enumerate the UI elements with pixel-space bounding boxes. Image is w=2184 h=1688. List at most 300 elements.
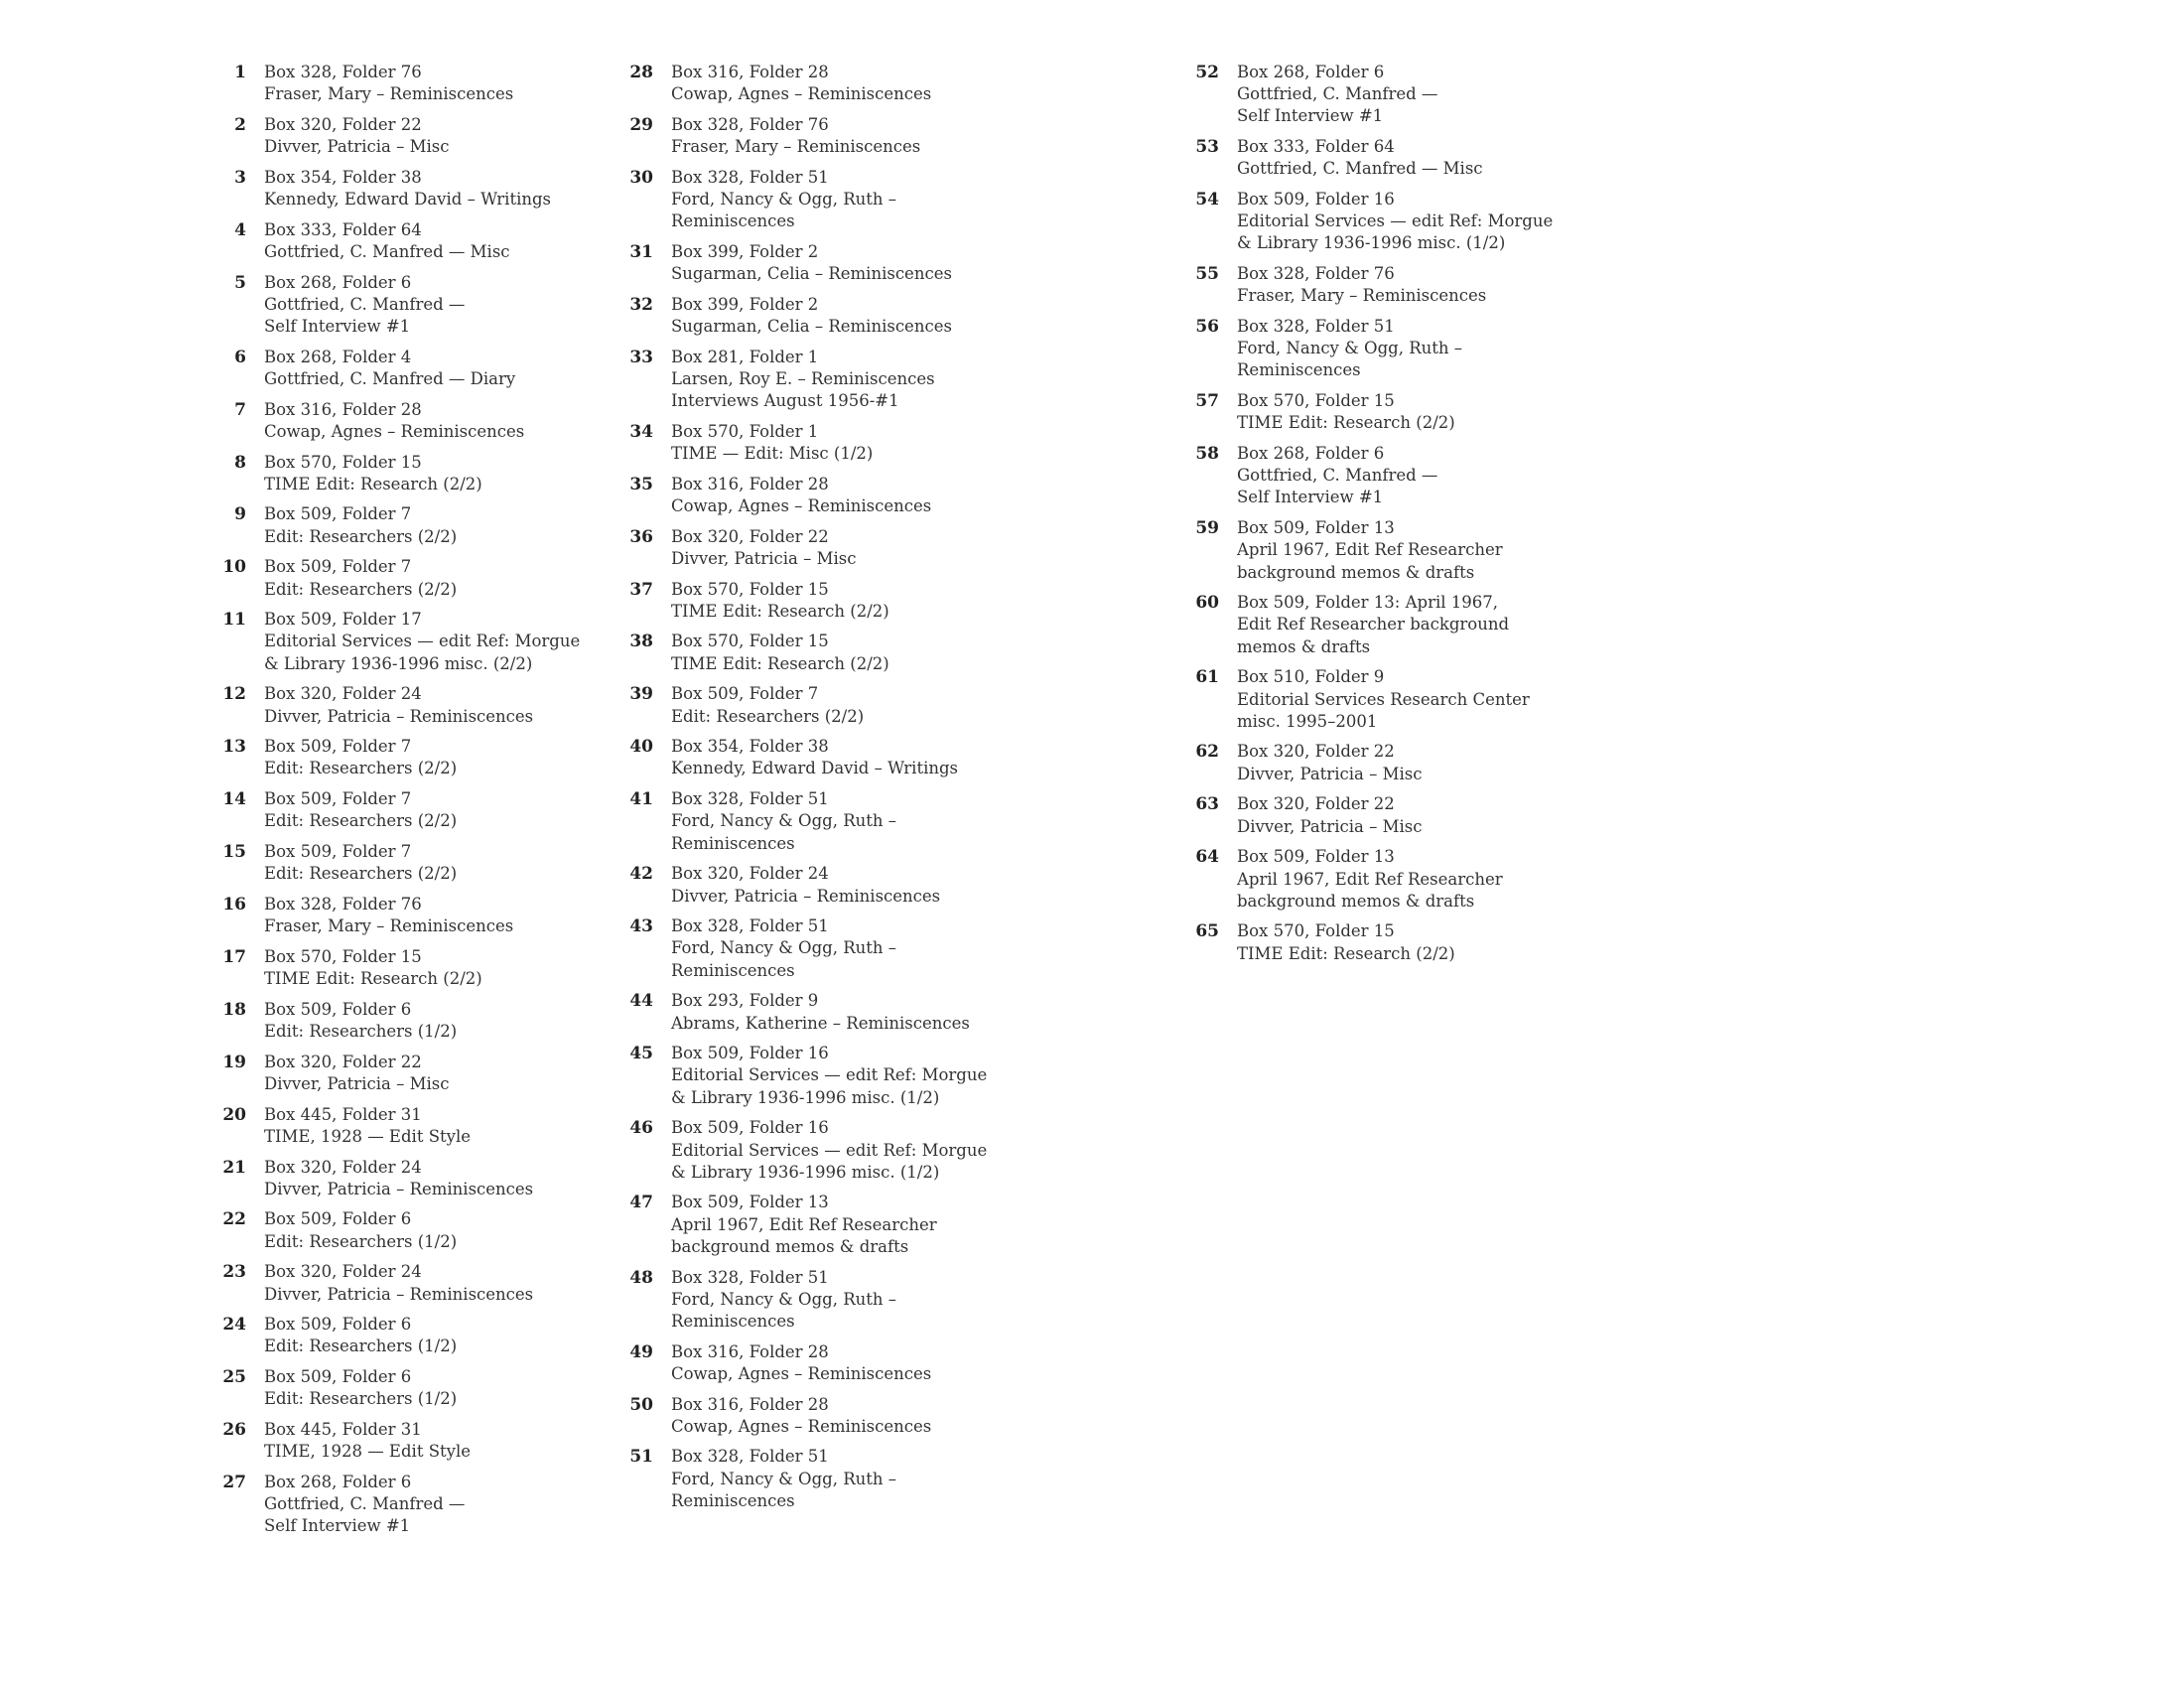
notes-column-1 xyxy=(210,62,608,1546)
citation-description-line: background memos & drafts xyxy=(1237,562,1475,582)
note-citation xyxy=(264,1314,457,1357)
note-number: 51 xyxy=(629,1447,653,1468)
citation-box-folder: Box 509, Folder 13 xyxy=(1237,847,1395,867)
citation-description-line: TIME Edit: Research (2/2) xyxy=(264,474,482,493)
notes-column-3 xyxy=(1183,62,1600,973)
citation-box-folder: Box 354, Folder 38 xyxy=(264,167,422,187)
note-citation xyxy=(671,579,889,623)
note-citation xyxy=(1237,443,1437,509)
citation-box-folder: Box 268, Folder 6 xyxy=(1237,63,1385,81)
citation-description-line: Edit: Researchers (1/2) xyxy=(264,1231,458,1251)
note-number: 55 xyxy=(1195,264,1219,285)
citation-description-line: Abrams, Katherine – Reminiscences xyxy=(671,1013,970,1033)
citation-description-line: Gottfried, C. Manfred — Misc xyxy=(264,241,510,261)
note-number: 5 xyxy=(234,272,246,293)
citation-description-line: TIME Edit: Research (2/2) xyxy=(1237,943,1455,963)
citation-description-line: Ford, Nancy & Ogg, Ruth – xyxy=(1237,339,1463,358)
note-citation xyxy=(1237,263,1486,307)
note-number: 13 xyxy=(222,737,246,758)
note-entry xyxy=(617,241,1015,285)
citation-box-folder: Box 268, Folder 6 xyxy=(264,1472,412,1491)
note-number: 21 xyxy=(222,1157,246,1178)
note-citation xyxy=(264,556,457,600)
note-number: 1 xyxy=(234,63,246,82)
citation-box-folder: Box 399, Folder 2 xyxy=(671,294,819,314)
citation-description-line: Cowap, Agnes – Reminiscences xyxy=(671,1416,932,1436)
note-citation xyxy=(671,1394,931,1438)
citation-description-line: Self Interview #1 xyxy=(1237,488,1384,507)
citation-description-line: TIME Edit: Research (2/2) xyxy=(671,601,889,621)
citation-box-folder: Box 570, Folder 15 xyxy=(1237,921,1395,941)
citation-box-folder: Box 328, Folder 51 xyxy=(671,916,829,936)
citation-box-folder: Box 570, Folder 15 xyxy=(1237,391,1395,411)
note-number: 43 xyxy=(629,916,653,937)
citation-box-folder: Box 333, Folder 64 xyxy=(264,219,422,239)
citation-box-folder: Box 570, Folder 15 xyxy=(264,452,422,472)
citation-box-folder: Box 509, Folder 7 xyxy=(264,842,412,862)
citation-description-line: Divver, Patricia – Misc xyxy=(1237,816,1423,836)
note-entry xyxy=(210,347,608,390)
note-entry xyxy=(210,1472,608,1538)
note-number: 48 xyxy=(629,1267,653,1288)
citation-box-folder: Box 509, Folder 7 xyxy=(671,684,819,704)
citation-box-folder: Box 320, Folder 24 xyxy=(671,864,829,884)
note-number: 40 xyxy=(629,737,653,758)
citation-description-line: April 1967, Edit Ref Researcher xyxy=(1237,869,1503,889)
note-entry xyxy=(210,556,608,600)
citation-description-line: Reminiscences xyxy=(671,1490,795,1510)
citation-description-line: Gottfried, C. Manfred — Misc xyxy=(1237,159,1483,179)
note-entry xyxy=(1183,846,1600,913)
citation-box-folder: Box 316, Folder 28 xyxy=(671,1341,829,1361)
note-entry xyxy=(1183,136,1600,180)
citation-description-line: Divver, Patricia – Misc xyxy=(671,548,857,568)
citation-description-line: Divver, Patricia – Misc xyxy=(1237,764,1423,783)
citation-box-folder: Box 509, Folder 13 xyxy=(1237,518,1395,538)
note-entry xyxy=(617,421,1015,465)
citation-description-line: Self Interview #1 xyxy=(264,317,411,337)
note-entry xyxy=(210,1208,608,1252)
note-entry xyxy=(210,1366,608,1410)
note-citation xyxy=(264,1157,533,1200)
note-citation xyxy=(1237,666,1530,733)
citation-description-line: & Library 1936-1996 misc. (1/2) xyxy=(1237,233,1506,253)
note-citation xyxy=(1237,793,1422,837)
note-number: 32 xyxy=(629,294,653,315)
note-citation xyxy=(264,1052,449,1095)
note-citation xyxy=(671,683,864,727)
citation-description-line: Gottfried, C. Manfred — Diary xyxy=(264,368,516,388)
citation-description-line: Divver, Patricia – Misc xyxy=(264,1073,450,1093)
note-citation xyxy=(264,452,482,495)
note-entry xyxy=(210,219,608,263)
note-number: 54 xyxy=(1195,190,1219,211)
note-citation xyxy=(671,1267,896,1334)
citation-box-folder: Box 293, Folder 9 xyxy=(671,991,819,1011)
note-entry xyxy=(617,1043,1015,1109)
citation-description-line: April 1967, Edit Ref Researcher xyxy=(1237,540,1503,560)
citation-description-line: Gottfried, C. Manfred — xyxy=(1237,84,1438,104)
note-number: 18 xyxy=(222,999,246,1020)
citation-box-folder: Box 316, Folder 28 xyxy=(264,399,422,419)
citation-box-folder: Box 268, Folder 6 xyxy=(1237,444,1385,464)
citation-description-line: TIME Edit: Research (2/2) xyxy=(1237,413,1455,433)
note-citation xyxy=(1237,390,1455,434)
note-entry xyxy=(1183,62,1600,128)
note-entry xyxy=(617,62,1015,105)
citation-description-line: Edit: Researchers (2/2) xyxy=(264,811,458,831)
note-entry xyxy=(210,503,608,547)
note-number: 6 xyxy=(234,347,246,367)
note-number: 59 xyxy=(1195,518,1219,539)
citation-description-line: Reminiscences xyxy=(671,211,795,231)
citation-description-line: Gottfried, C. Manfred — xyxy=(264,294,466,314)
citation-box-folder: Box 509, Folder 16 xyxy=(671,1044,829,1063)
citation-description-line: Edit: Researchers (1/2) xyxy=(264,1336,458,1356)
note-entry xyxy=(210,399,608,443)
citation-box-folder: Box 328, Folder 76 xyxy=(264,895,422,914)
citation-box-folder: Box 509, Folder 13: April 1967, xyxy=(1237,593,1499,613)
note-citation xyxy=(671,1341,931,1385)
citation-description-line: Kennedy, Edward David – Writings xyxy=(671,759,959,778)
note-number: 17 xyxy=(222,946,246,967)
note-entry xyxy=(617,1394,1015,1438)
note-entry xyxy=(210,62,608,105)
note-entry xyxy=(210,1261,608,1305)
note-citation xyxy=(264,219,510,263)
citation-description-line: Editorial Services — edit Ref: Morgue xyxy=(671,1140,988,1160)
note-number: 57 xyxy=(1195,391,1219,412)
note-entry xyxy=(210,841,608,885)
note-entry xyxy=(210,683,608,727)
note-number: 60 xyxy=(1195,593,1219,614)
note-citation xyxy=(671,863,940,907)
note-citation xyxy=(671,1117,987,1184)
note-citation xyxy=(1237,316,1462,382)
note-citation xyxy=(671,241,952,285)
citation-box-folder: Box 510, Folder 9 xyxy=(1237,667,1385,687)
note-number: 14 xyxy=(222,789,246,810)
note-citation xyxy=(671,347,935,413)
note-citation xyxy=(1237,517,1503,584)
citation-description-line: Editorial Services Research Center xyxy=(1237,689,1530,709)
citation-description-line: Cowap, Agnes – Reminiscences xyxy=(671,495,932,515)
note-citation xyxy=(1237,592,1509,658)
note-number: 50 xyxy=(629,1394,653,1415)
note-entry xyxy=(210,946,608,990)
note-citation xyxy=(264,1208,457,1252)
note-number: 24 xyxy=(222,1315,246,1336)
note-number: 28 xyxy=(629,63,653,82)
citation-box-folder: Box 509, Folder 13 xyxy=(671,1193,829,1212)
citation-description-line: Interviews August 1956-#1 xyxy=(671,391,899,411)
citation-description-line: Self Interview #1 xyxy=(264,1516,411,1536)
note-citation xyxy=(264,503,457,547)
note-entry xyxy=(210,167,608,211)
note-citation xyxy=(1237,62,1437,128)
note-entry xyxy=(1183,741,1600,784)
note-entry xyxy=(210,272,608,339)
note-citation xyxy=(671,788,896,855)
note-number: 53 xyxy=(1195,137,1219,158)
note-entry xyxy=(617,114,1015,158)
note-citation xyxy=(671,631,889,674)
note-entry xyxy=(617,294,1015,338)
note-number: 31 xyxy=(629,241,653,262)
citation-description-line: & Library 1936-1996 misc. (1/2) xyxy=(671,1087,940,1107)
citation-box-folder: Box 509, Folder 6 xyxy=(264,1367,412,1387)
note-number: 15 xyxy=(222,842,246,863)
citation-description-line: Editorial Services — edit Ref: Morgue xyxy=(671,1065,988,1085)
note-number: 2 xyxy=(234,114,246,135)
citation-box-folder: Box 316, Folder 28 xyxy=(671,474,829,493)
note-entry xyxy=(210,1052,608,1095)
note-citation xyxy=(264,683,533,727)
note-entry xyxy=(210,788,608,832)
citation-box-folder: Box 509, Folder 7 xyxy=(264,504,412,524)
citation-description-line: background memos & drafts xyxy=(671,1236,909,1256)
citation-box-folder: Box 320, Folder 22 xyxy=(264,114,422,134)
note-entry xyxy=(210,1104,608,1148)
note-entry xyxy=(210,452,608,495)
note-number: 41 xyxy=(629,789,653,810)
note-entry xyxy=(617,526,1015,570)
citation-description-line: Divver, Patricia – Reminiscences xyxy=(264,706,534,726)
citation-description-line: Self Interview #1 xyxy=(1237,106,1384,126)
note-citation xyxy=(264,399,524,443)
note-citation xyxy=(671,990,970,1034)
note-number: 23 xyxy=(222,1262,246,1283)
note-entry xyxy=(210,1157,608,1200)
citation-description-line: Edit: Researchers (2/2) xyxy=(671,706,865,726)
citation-description-line: Editorial Services — edit Ref: Morgue xyxy=(264,632,581,651)
citation-description-line: Divver, Patricia – Reminiscences xyxy=(264,1179,534,1198)
citation-description-line: Gottfried, C. Manfred — xyxy=(264,1494,466,1514)
citation-description-line: Larsen, Roy E. – Reminiscences xyxy=(671,368,935,388)
citation-description-line: Fraser, Mary – Reminiscences xyxy=(1237,286,1487,306)
note-entry xyxy=(1183,592,1600,658)
citation-description-line: Reminiscences xyxy=(671,960,795,980)
note-number: 62 xyxy=(1195,742,1219,763)
citation-box-folder: Box 570, Folder 15 xyxy=(671,579,829,599)
citation-box-folder: Box 509, Folder 17 xyxy=(264,610,422,630)
note-number: 20 xyxy=(222,1104,246,1125)
citation-description-line: misc. 1995–2001 xyxy=(1237,711,1378,731)
citation-description-line: Reminiscences xyxy=(1237,360,1361,380)
note-entry xyxy=(1183,793,1600,837)
note-number: 49 xyxy=(629,1341,653,1362)
citation-description-line: Gottfried, C. Manfred — xyxy=(1237,466,1438,486)
citation-box-folder: Box 320, Folder 24 xyxy=(264,1262,422,1282)
note-citation xyxy=(264,1261,533,1305)
citation-description-line: Divver, Patricia – Reminiscences xyxy=(264,1284,534,1304)
note-number: 36 xyxy=(629,526,653,547)
note-entry xyxy=(1183,920,1600,964)
note-number: 7 xyxy=(234,399,246,420)
citation-box-folder: Box 509, Folder 6 xyxy=(264,999,412,1019)
citation-description-line: Fraser, Mary – Reminiscences xyxy=(264,916,514,936)
note-citation xyxy=(671,294,952,338)
note-citation xyxy=(264,1419,471,1463)
note-number: 10 xyxy=(222,557,246,578)
note-citation xyxy=(1237,741,1422,784)
citation-description-line: & Library 1936-1996 misc. (2/2) xyxy=(264,653,533,673)
citation-description-line: Ford, Nancy & Ogg, Ruth – xyxy=(671,190,897,210)
citation-description-line: Edit: Researchers (1/2) xyxy=(264,1389,458,1409)
citation-box-folder: Box 509, Folder 7 xyxy=(264,737,412,757)
citation-box-folder: Box 320, Folder 22 xyxy=(1237,742,1395,762)
note-entry xyxy=(1183,666,1600,733)
note-number: 39 xyxy=(629,684,653,705)
note-number: 8 xyxy=(234,452,246,473)
citation-box-folder: Box 509, Folder 7 xyxy=(264,789,412,809)
citation-description-line: Divver, Patricia – Misc xyxy=(264,137,450,157)
citation-box-folder: Box 328, Folder 76 xyxy=(264,63,422,81)
citation-box-folder: Box 316, Folder 28 xyxy=(671,63,829,81)
citation-description-line: Sugarman, Celia – Reminiscences xyxy=(671,264,952,284)
note-citation xyxy=(264,999,457,1043)
note-number: 25 xyxy=(222,1367,246,1388)
note-citation xyxy=(671,1192,937,1258)
note-number: 38 xyxy=(629,632,653,652)
citation-box-folder: Box 399, Folder 2 xyxy=(671,241,819,261)
note-citation xyxy=(1237,846,1503,913)
note-entry xyxy=(617,631,1015,674)
note-citation xyxy=(671,474,931,517)
note-citation xyxy=(264,272,465,339)
note-citation xyxy=(264,1366,457,1410)
note-number: 34 xyxy=(629,421,653,442)
notes-column-2 xyxy=(617,62,1015,1521)
note-citation xyxy=(264,1104,471,1148)
note-number: 12 xyxy=(222,684,246,705)
note-number: 46 xyxy=(629,1118,653,1139)
citation-description-line: Cowap, Agnes – Reminiscences xyxy=(671,1363,932,1383)
citation-box-folder: Box 509, Folder 7 xyxy=(264,557,412,577)
citation-description-line: Edit: Researchers (2/2) xyxy=(264,526,458,546)
note-number: 47 xyxy=(629,1193,653,1213)
note-number: 52 xyxy=(1195,63,1219,82)
citation-box-folder: Box 445, Folder 31 xyxy=(264,1104,422,1124)
note-entry xyxy=(1183,316,1600,382)
note-number: 4 xyxy=(234,219,246,240)
note-entry xyxy=(617,915,1015,982)
note-number: 26 xyxy=(222,1420,246,1441)
note-citation xyxy=(264,788,457,832)
citation-description-line: TIME — Edit: Misc (1/2) xyxy=(671,444,874,464)
note-entry xyxy=(617,788,1015,855)
note-number: 42 xyxy=(629,864,653,885)
note-citation xyxy=(264,894,513,937)
citation-box-folder: Box 328, Folder 51 xyxy=(671,789,829,809)
citation-description-line: memos & drafts xyxy=(1237,636,1371,656)
citation-box-folder: Box 445, Folder 31 xyxy=(264,1420,422,1440)
citation-description-line: Edit: Researchers (2/2) xyxy=(264,864,458,884)
note-citation xyxy=(264,946,482,990)
citation-box-folder: Box 328, Folder 76 xyxy=(671,114,829,134)
citation-box-folder: Box 268, Folder 4 xyxy=(264,347,412,366)
citation-box-folder: Box 320, Folder 22 xyxy=(671,526,829,546)
citation-description-line: Cowap, Agnes – Reminiscences xyxy=(671,84,932,104)
citation-box-folder: Box 328, Folder 51 xyxy=(671,167,829,187)
note-entry xyxy=(210,736,608,779)
note-entry xyxy=(617,1117,1015,1184)
note-number: 16 xyxy=(222,895,246,914)
note-entry xyxy=(617,1192,1015,1258)
note-citation xyxy=(671,62,931,105)
citation-description-line: Kennedy, Edward David – Writings xyxy=(264,190,552,210)
note-entry xyxy=(617,1267,1015,1334)
note-citation xyxy=(671,167,896,233)
citation-description-line: Ford, Nancy & Ogg, Ruth – xyxy=(671,1469,897,1488)
note-entry xyxy=(1183,517,1600,584)
citation-description-line: Fraser, Mary – Reminiscences xyxy=(264,84,514,104)
note-entry xyxy=(617,1341,1015,1385)
citation-box-folder: Box 509, Folder 6 xyxy=(264,1209,412,1229)
citation-description-line: Sugarman, Celia – Reminiscences xyxy=(671,317,952,337)
note-citation xyxy=(264,62,513,105)
citation-box-folder: Box 570, Folder 15 xyxy=(671,632,829,651)
note-entry xyxy=(617,1446,1015,1512)
citation-description-line: Ford, Nancy & Ogg, Ruth – xyxy=(671,1289,897,1309)
citation-description-line: background memos & drafts xyxy=(1237,891,1475,911)
note-entry xyxy=(617,990,1015,1034)
citation-description-line: TIME Edit: Research (2/2) xyxy=(264,969,482,989)
note-entry xyxy=(1183,443,1600,509)
note-entry xyxy=(210,1419,608,1463)
note-citation xyxy=(264,167,551,211)
citation-box-folder: Box 509, Folder 16 xyxy=(671,1118,829,1138)
note-entry xyxy=(617,863,1015,907)
note-citation xyxy=(264,841,457,885)
note-citation xyxy=(264,114,449,158)
note-entry xyxy=(210,894,608,937)
citation-description-line: Edit: Researchers (1/2) xyxy=(264,1022,458,1042)
citation-box-folder: Box 570, Folder 15 xyxy=(264,946,422,966)
citation-description-line: Edit: Researchers (2/2) xyxy=(264,759,458,778)
note-entry xyxy=(617,347,1015,413)
citation-description-line: Cowap, Agnes – Reminiscences xyxy=(264,421,525,441)
note-citation xyxy=(671,114,920,158)
note-citation xyxy=(264,347,515,390)
citation-description-line: Edit Ref Researcher background xyxy=(1237,615,1510,634)
citation-description-line: & Library 1936-1996 misc. (1/2) xyxy=(671,1162,940,1182)
note-citation xyxy=(671,736,958,779)
note-entry xyxy=(210,999,608,1043)
note-number: 27 xyxy=(222,1472,246,1492)
note-entry xyxy=(617,579,1015,623)
note-number: 63 xyxy=(1195,794,1219,815)
citation-box-folder: Box 328, Folder 51 xyxy=(1237,317,1395,337)
citation-box-folder: Box 328, Folder 76 xyxy=(1237,264,1395,284)
citation-box-folder: Box 320, Folder 24 xyxy=(264,684,422,704)
citation-description-line: TIME, 1928 — Edit Style xyxy=(264,1126,471,1146)
note-entry xyxy=(210,1314,608,1357)
citation-description-line: Fraser, Mary – Reminiscences xyxy=(671,137,921,157)
note-entry xyxy=(1183,189,1600,255)
citation-box-folder: Box 570, Folder 1 xyxy=(671,421,819,441)
note-citation xyxy=(671,1446,896,1512)
citation-box-folder: Box 509, Folder 16 xyxy=(1237,190,1395,210)
note-number: 11 xyxy=(222,610,246,631)
note-number: 3 xyxy=(234,167,246,188)
note-number: 58 xyxy=(1195,444,1219,465)
note-number: 61 xyxy=(1195,667,1219,688)
note-number: 44 xyxy=(629,991,653,1012)
citation-box-folder: Box 320, Folder 22 xyxy=(1237,794,1395,814)
note-entry xyxy=(210,114,608,158)
citation-description-line: Divver, Patricia – Reminiscences xyxy=(671,886,941,906)
